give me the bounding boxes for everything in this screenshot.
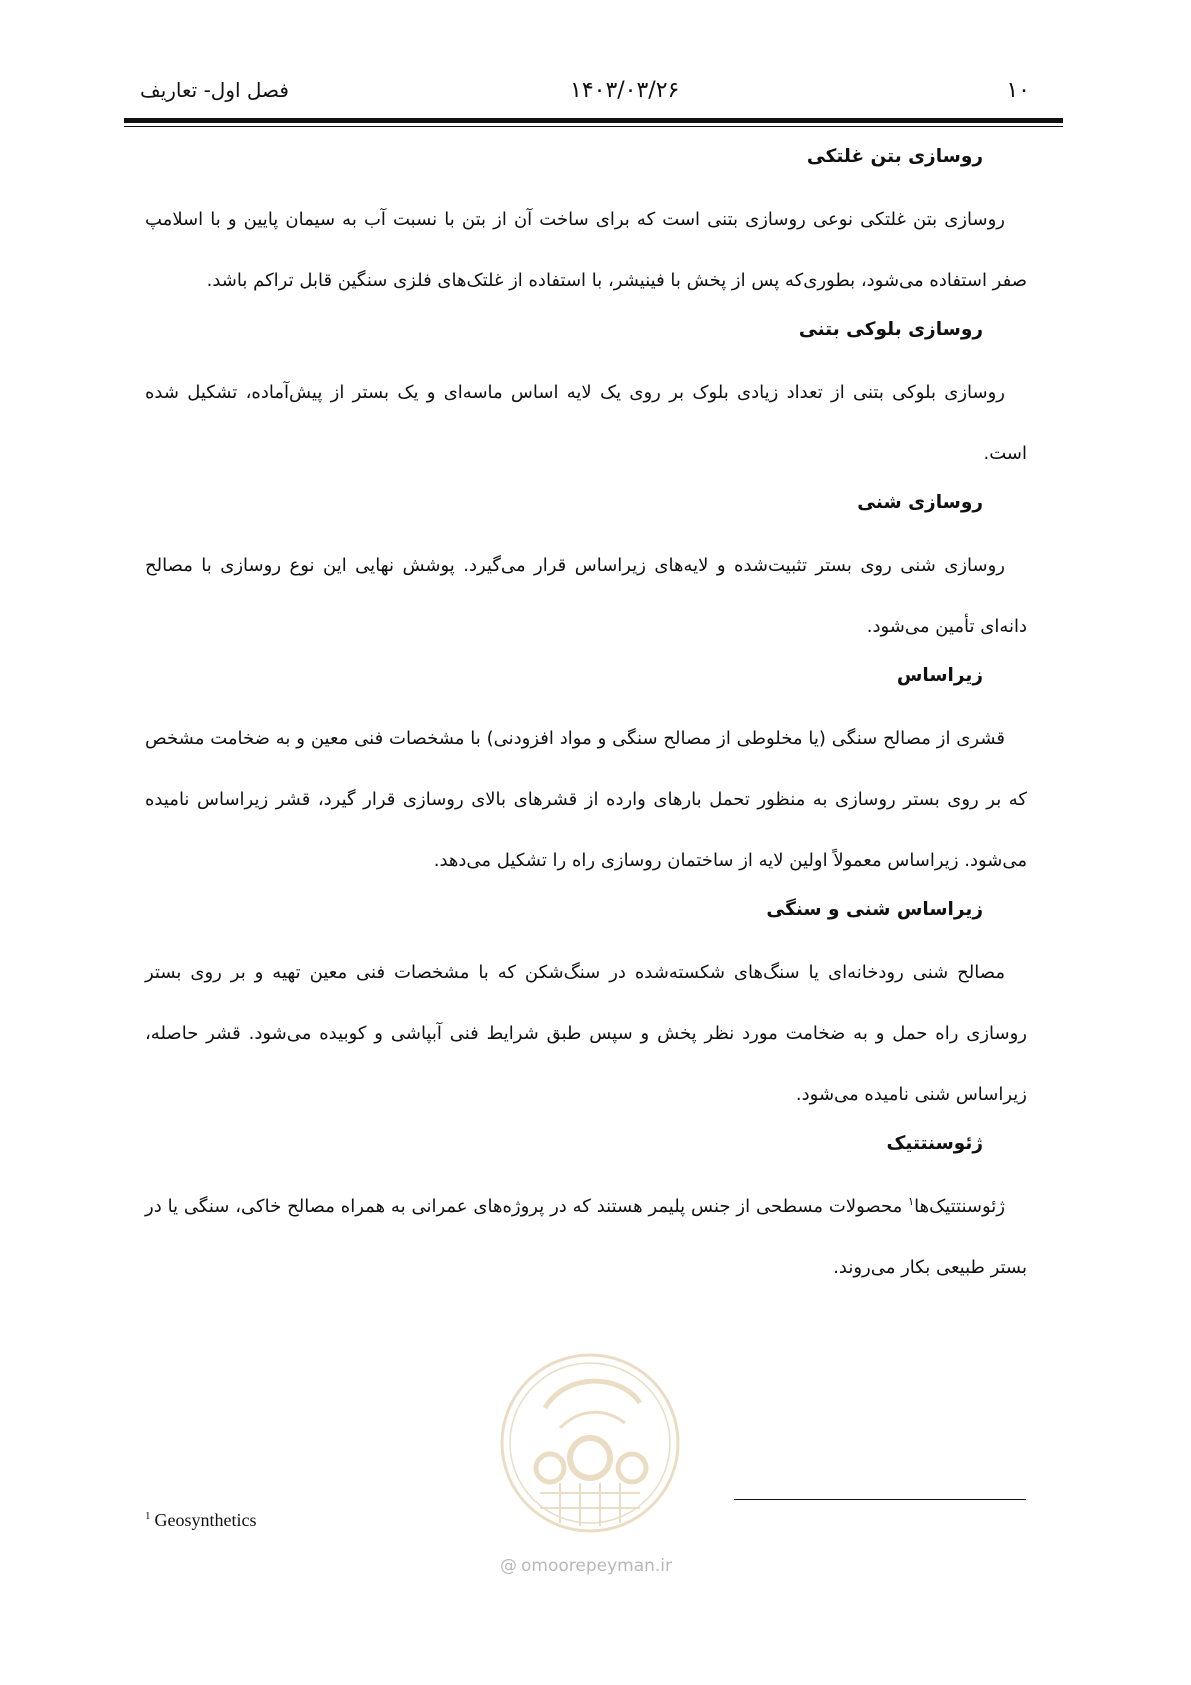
geosynthetic-term: ژئوسنتتیک‌ها [914, 1196, 1005, 1217]
section-text-geosynthetic [145, 1176, 1027, 1298]
section-heading-subbase: زیراساس [896, 665, 983, 686]
section-heading-gravel-subbase: زیراساس شنی و سنگی [766, 899, 983, 920]
section-heading-geosynthetic: ژئوسنتتیک [886, 1133, 983, 1154]
section-text-rcc: روسازی بتن غلتکی نوعی روسازی بتنی است که برای ساخت آن از بتن با نسبت آب به سیمان پایین و با اسلامپ صفر استفاده می‌شود، بطوری‌که پس از پخش با فینیشر، با استفاده از غلتک‌های فلزی سنگین قابل تراکم باشد. [145, 209, 1027, 291]
footnote-reference[interactable]: ۱ [908, 1195, 915, 1208]
section-heading-gravel: روسازی شنی [857, 492, 983, 513]
geosynthetic-description: محصولات مسطحی از جنس پلیمر هستند که در پروژه‌های عمرانی به همراه مصالح خاکی، سنگی یا در بستر طبیعی بکار می‌روند. [145, 1196, 1027, 1278]
header-rule-thick [124, 118, 1063, 123]
section-text-gravel-subbase: مصالح شنی رودخانه‌ای یا سنگ‌های شکسته‌شده در سنگ‌شکن که با مشخصات فنی معین تهیه و بر روی بستر روسازی راه حمل و به ضخامت مورد نظر پخش و سپس طبق شرایط فنی آبپاشی و کوبیده می‌شود. قشر حاصله، زیراساس شنی نامیده می‌شود. [145, 962, 1027, 1105]
section-text-gravel: روسازی شنی روی بستر تثبیت‌شده و لایه‌های زیراساس قرار می‌گیرد. پوشش نهایی این نوع روسازی با مصالح دانه‌ای تأمین می‌شود. [145, 555, 1027, 637]
section-text-block: روسازی بلوکی بتنی از تعداد زیادی بلوک بر روی یک لایه اساس ماسه‌ای و یک بستر از پیش‌آماده، تشکیل شده است. [145, 382, 1027, 464]
page-header [140, 78, 1030, 108]
section-heading-rcc: روسازی بتن غلتکی [806, 146, 983, 167]
watermark-url: @ omoorepeyman.ir [500, 1556, 673, 1576]
section-heading-block: روسازی بلوکی بتنی [798, 319, 983, 340]
chapter-title: فصل اول- تعاریف [140, 78, 289, 102]
footnote-separator [734, 1499, 1026, 1500]
footnote-mark: 1 [145, 1510, 151, 1522]
page-number: ۱۰ [1006, 78, 1030, 103]
header-rule-thin [124, 126, 1063, 127]
header-date: ۱۴۰۳/۰۳/۲۶ [570, 78, 680, 103]
page-body [145, 144, 1027, 1304]
watermark-logo [490, 1348, 690, 1538]
footnote [145, 1510, 256, 1531]
at-icon: @ [500, 1556, 517, 1576]
footnote-text: Geosynthetics [154, 1510, 257, 1530]
section-text-subbase: قشری از مصالح سنگی (یا مخلوطی از مصالح سنگی و مواد افزودنی) با مشخصات فنی معین و به ضخامت مشخص که بر روی بستر روسازی به منظور تحمل بارهای وارده از قشرهای بالای روسازی قرار گیرد، قشر زیراساس نامیده می‌شود. زیراساس معمولاً اولین لایه از ساختمان روسازی راه را تشکیل می‌دهد. [145, 728, 1027, 871]
